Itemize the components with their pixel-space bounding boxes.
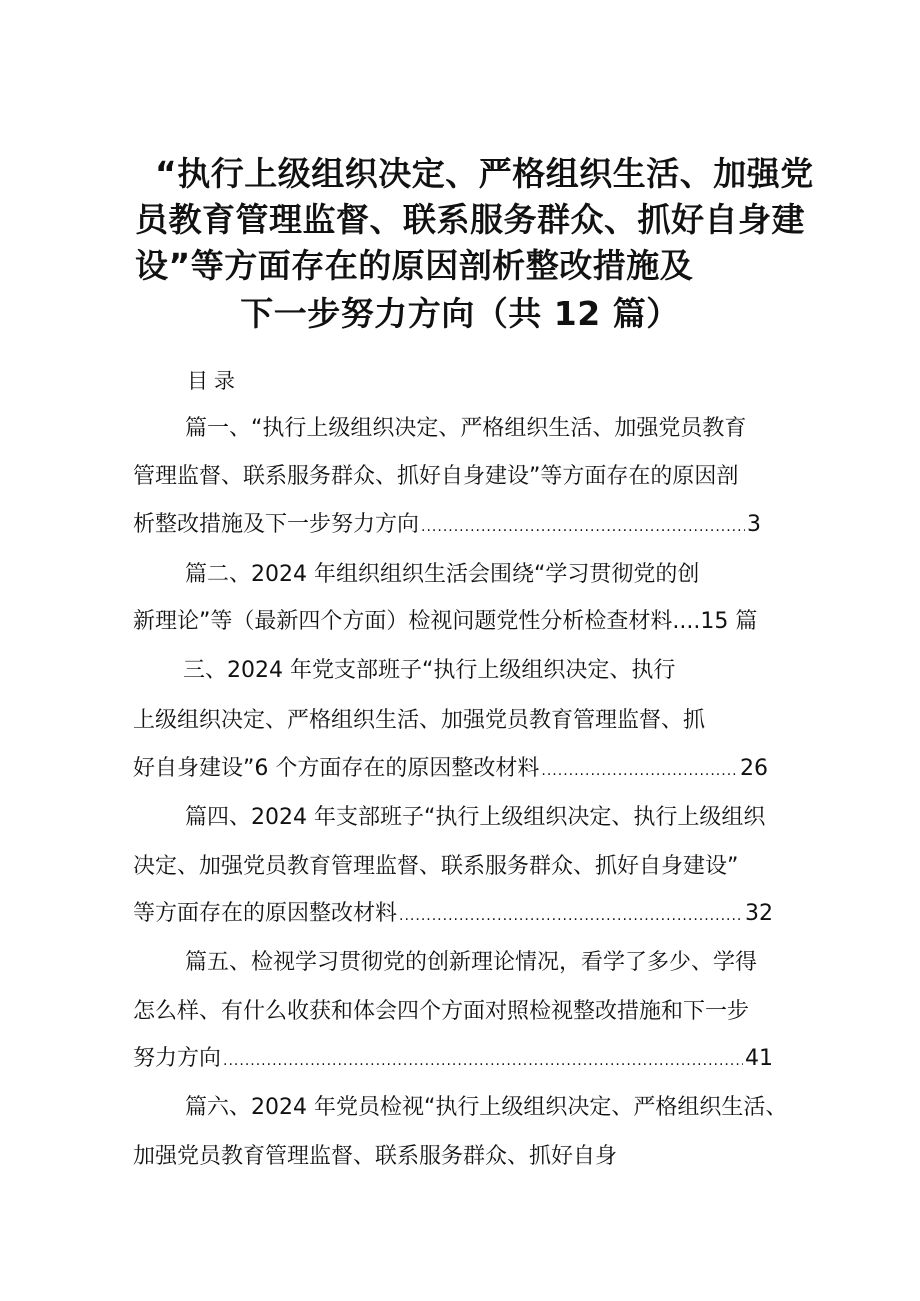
toc-entry-2-line-1: 篇二、2024 年组织组织生活会围绕“学习贯彻党的创 [185, 562, 700, 587]
document-title-line-4: 下一步努力方向（共 12 篇） [240, 294, 680, 333]
dot-leader [399, 901, 743, 931]
toc-entry-3-line-1: 三、2024 年党支部班子“执行上级组织决定、执行 [183, 658, 676, 683]
toc-entry-6-line-2: 加强党员教育管理监督、联系服务群众、抓好自身 [133, 1144, 618, 1169]
toc-entry-3-line-3: 好自身建设”6 个方面存在的原因整改材料 [133, 756, 540, 781]
toc-heading: 目录 [187, 369, 241, 393]
toc-entry-2-line-2: 新理论”等（最新四个方面）检视问题党性分析检查材料....15 篇 [133, 609, 758, 634]
toc-entry-1-line-1: 篇一、“执行上级组织决定、严格组织生活、加强党员教育 [185, 416, 747, 441]
toc-entry-1-line-3: 析整改措施及下一步努力方向 [133, 512, 420, 537]
toc-entry-3-line-2: 上级组织决定、严格组织生活、加强党员教育管理监督、抓 [133, 708, 706, 733]
toc-entry-4-line-3: 等方面存在的原因整改材料 [133, 901, 398, 926]
toc-entry-5-line-1: 篇五、检视学习贯彻党的创新理论情况，看学了多少、学得 [185, 950, 758, 975]
toc-entry-5-page: 41 [745, 1046, 773, 1071]
dot-leader [223, 1046, 743, 1076]
toc-entry-1-leader-line [133, 510, 761, 542]
toc-entry-4-line-2: 决定、加强党员教育管理监督、联系服务群众、抓好自身建设” [133, 854, 739, 879]
toc-entry-5-leader-line [133, 1044, 773, 1076]
toc-entry-6-line-1: 篇六、2024 年党员检视“执行上级组织决定、严格组织生活、 [185, 1095, 788, 1120]
toc-entry-1-line-2: 管理监督、联系服务群众、抓好自身建设”等方面存在的原因剖 [133, 464, 739, 489]
dot-leader [541, 756, 738, 786]
toc-entry-4-leader-line [133, 899, 773, 931]
document-title-line-2: 员教育管理监督、联系服务群众、抓好自身建 [135, 200, 805, 239]
toc-entry-5-line-3: 努力方向 [133, 1046, 222, 1071]
document-title-line-1: “执行上级组织决定、严格组织生活、加强党 [155, 154, 814, 193]
dot-leader [421, 512, 745, 542]
toc-entry-5-line-2: 怎么样、有什么收获和体会四个方面对照检视整改措施和下一步 [133, 999, 750, 1024]
toc-entry-4-line-1: 篇四、2024 年支部班子“执行上级组织决定、执行上级组织 [185, 805, 766, 830]
document-title-line-3: 设”等方面存在的原因剖析整改措施及 [135, 246, 694, 285]
toc-entry-4-page: 32 [745, 901, 773, 926]
toc-entry-3-leader-line [133, 754, 768, 786]
toc-entry-3-page: 26 [740, 756, 768, 781]
toc-entry-1-page: 3 [747, 512, 761, 537]
